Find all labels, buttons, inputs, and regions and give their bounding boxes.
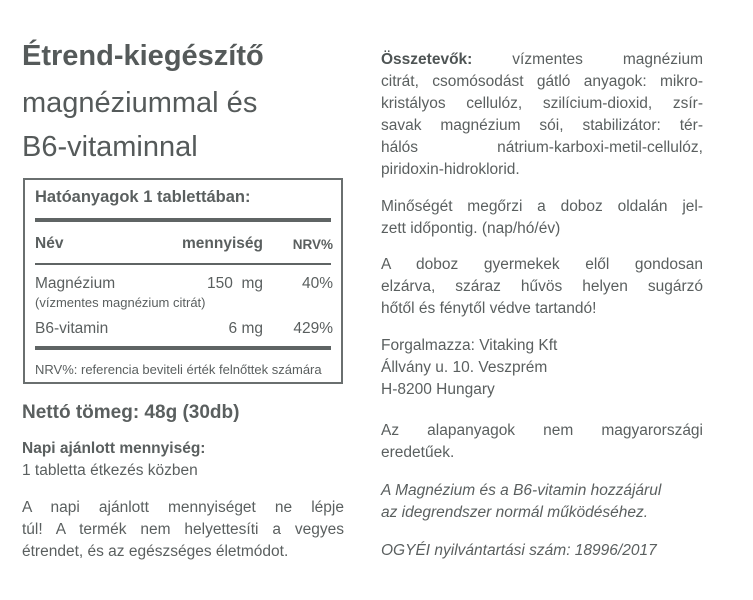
text-line: A doboz gyermekek elől gondosan [381,256,703,273]
text-line: étrendet, és az egészséges életmódot. [22,543,289,560]
text-line: hálós nátrium-karboxi-metil-cellulóz, [381,139,703,156]
health-claim [381,480,703,524]
ingredients [381,49,703,181]
text-line: Forgalmazza: Vitaking Kft [381,337,558,354]
best-before [381,196,703,240]
text-line: savak magnézium sói, stabilizátor: tér- [381,117,703,134]
dose-value: 1 tabletta étkezés közben [22,462,198,479]
text-line: Az alapanyagok nem magyarországi [381,422,703,439]
row-nrv: 40% [301,275,333,292]
dose-label: Napi ajánlott mennyiség: [22,440,206,457]
table-footnote: NRV%: referencia beviteli érték felnőttek számára [35,362,322,377]
text-line: kristályos cellulóz, szilícium-dioxid, zsír- [381,95,703,112]
ingredients-label: Összetevők: [381,51,473,68]
active-ingredients-table [23,178,343,384]
row-nrv: 429% [293,320,333,337]
text-line: elzárva, száraz hűvös helyen sugárzó [381,278,703,295]
storage [381,254,703,320]
text-line: eredetűek. [381,444,455,461]
row-amount: 6 mg [228,320,263,337]
row-name: Magnézium [35,275,116,292]
origin [381,420,703,464]
row-sub: (vízmentes magnézium citrát) [35,295,206,310]
text-line: Állvány u. 10. Veszprém [381,359,548,376]
divider [35,346,331,350]
registration-number: OGYÉI nyilvántartási szám: 18996/2017 [381,542,657,559]
divider [35,218,331,222]
net-weight: Nettó tömeg: 48g (30db) [22,402,240,423]
distributor [381,335,703,401]
text-line: az idegrendszer normál működéséhez. [381,504,649,521]
title: Étrend-kiegészítő [22,40,264,72]
text-line: citrát, csomósodást gátló anyagok: mikro- [381,73,703,90]
text-line: vízmentes magnézium [472,51,703,68]
row-amount: 150 mg [206,275,263,292]
warning-text [22,497,344,563]
col-header-nrv: NRV% [292,237,333,252]
text-line: A Magnézium és a B6-vitamin hozzájárul [381,482,662,499]
divider [35,263,331,265]
col-header-name: Név [35,235,64,252]
text-line: hőtől és fénytől védve tartandó! [381,300,597,317]
subtitle-line-1: magnéziummal és [22,87,258,119]
text-line: piridoxin-hidroklorid. [381,161,520,178]
text-line: zett időpontig. (nap/hó/év) [381,220,561,237]
col-header-amount: mennyiség [182,235,263,252]
text-line: túl! A termék nem helyettesíti a vegyes [22,521,344,538]
text-line: A napi ajánlott mennyiséget ne lépje [22,499,344,516]
table-heading: Hatóanyagok 1 tablettában: [35,188,251,206]
text-line: Minőségét megőrzi a doboz oldalán jel- [381,198,703,215]
text-line: H-8200 Hungary [381,381,495,398]
row-name: B6-vitamin [35,320,109,337]
subtitle-line-2: B6-vitaminnal [22,131,198,163]
